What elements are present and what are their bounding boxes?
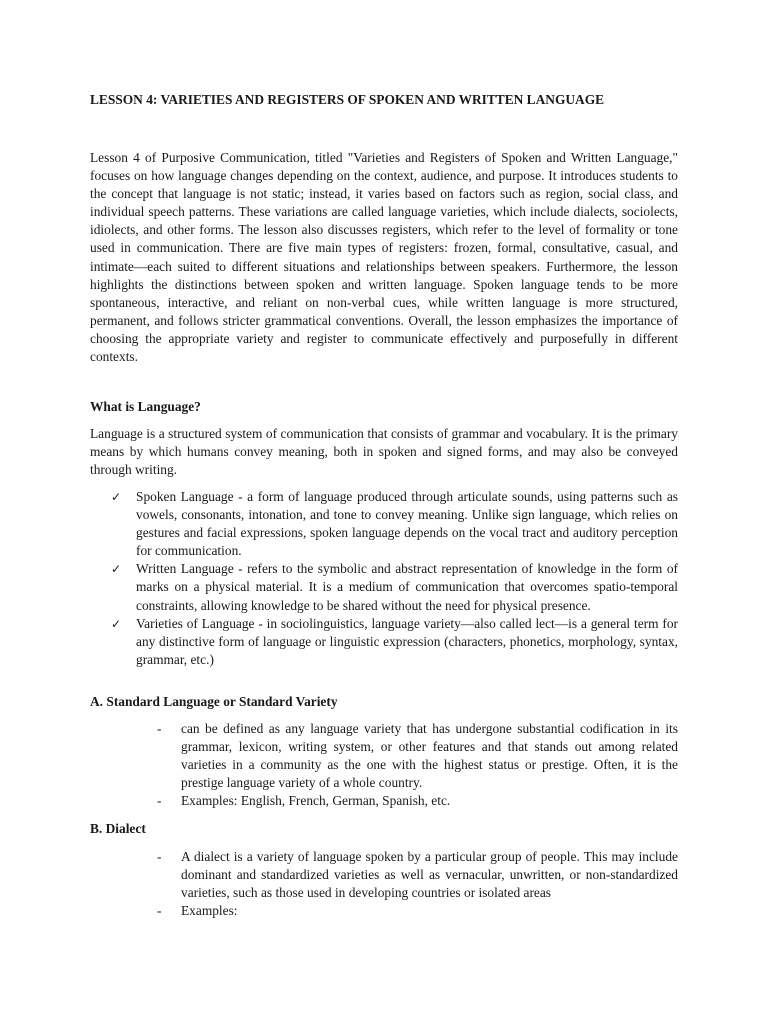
language-types-list [111, 488, 678, 669]
list-item [111, 615, 678, 669]
list-item-text: can be defined as any language variety that has undergone substantial codification in its grammar, lexicon, writing system, or other features and that stands out among related varieties in a community as the one with the highest status or prestige. Often, it is the prestige language variety of a whole country. [181, 721, 678, 791]
language-definition: Language is a structured system of communication that consists of grammar and vocabulary. It is the primary means by which humans convey meaning, both in spoken and signed forms, and may also be conveyed through writing. [90, 426, 678, 478]
intro-paragraph: Lesson 4 of Purposive Communication, titled "Varieties and Registers of Spoken and Written Language," focuses on how language changes depending on the context, audience, and purpose. It introduces students to the concept that language is not static; instead, it varies based on factors such as region, social class, and individual speech patterns. These variations are called language varieties, which include dialects, sociolects, idiolects, and other forms. The lesson also discusses registers, which refer to the level of formality or tone used in communication. There are five main types of registers: frozen, formal, consultative, casual, and intimate—each suited to different situations and relationships between speakers. Furthermore, the lesson highlights the distinctions between spoken and written language. Spoken language tends to be more spontaneous, interactive, and reliant on non-verbal cues, while written language is more structured, permanent, and follows stricter grammatical conventions. Overall, the lesson emphasizes the importance of choosing the appropriate variety and register to communicate effectively and purposefully in different contexts. [90, 150, 678, 365]
list-item-text: Spoken Language - a form of language produced through articulate sounds, using patterns such as vowels, consonants, intonation, and tone to convey meaning. Unlike sign language, which relies on gestures and facial expressions, spoken language depends on the vocal tract and auditory perception for communication. [136, 489, 678, 559]
list-item [111, 560, 678, 614]
dialect-list [157, 848, 678, 920]
list-item-text: Examples: [181, 903, 238, 919]
dialect-heading: B. Dialect [90, 821, 146, 836]
list-item-text: A dialect is a variety of language spoken by a particular group of people. This may include dominant and standardized varieties as well as vernacular, unwritten, or non-standardized varieties, such as those used in developing countries or isolated areas [181, 849, 678, 901]
list-item-text: Written Language - refers to the symbolic and abstract representation of knowledge in the form of marks on a physical material. It is a medium of communication that overcomes spatio-temporal constraints, allowing knowledge to be shared without the need for physical presence. [136, 561, 678, 613]
checkmark-icon: ✓ [111, 562, 122, 577]
lesson-title: LESSON 4: VARIETIES AND REGISTERS OF SPOKEN AND WRITTEN LANGUAGE [90, 92, 605, 107]
list-item-text: Varieties of Language - in sociolinguistics, language variety—also called lect—is a general term for any distinctive form of language or linguistic expression (characters, phonetics, morphology, syntax, grammar, etc.) [136, 615, 678, 667]
list-item [157, 792, 678, 810]
standard-language-list [157, 720, 678, 810]
standard-language-heading: A. Standard Language or Standard Variety [90, 694, 338, 709]
dash-bullet: - [157, 849, 162, 864]
list-item [157, 848, 678, 902]
list-item [157, 720, 678, 792]
list-item [111, 488, 678, 560]
list-item [157, 902, 678, 920]
dash-bullet: - [157, 903, 162, 919]
checkmark-icon: ✓ [111, 616, 122, 631]
what-is-language-heading: What is Language? [90, 399, 201, 414]
checkmark-icon: ✓ [111, 490, 122, 504]
dash-bullet: - [157, 793, 162, 809]
dash-bullet: - [157, 721, 162, 736]
list-item-text: Examples: English, French, German, Spanish, etc. [181, 793, 451, 809]
